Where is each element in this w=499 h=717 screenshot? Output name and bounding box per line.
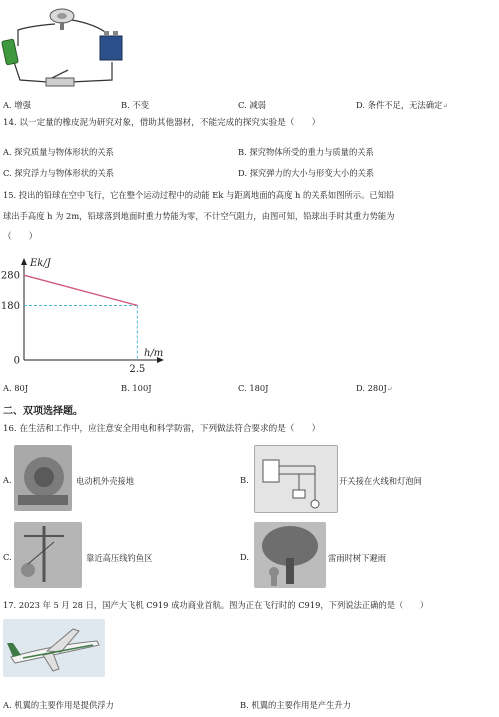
q16-option-b-letter: B. [240, 475, 249, 485]
q15-stem-line2: 球出手高度 h 为 2m，铅球落到地面时重力势能为零，不计空气阻力，由图可知，铅球出手时其重力势能为 [3, 211, 395, 221]
q16-option-d-text: 雷雨时树下避雨 [328, 553, 387, 563]
y-tick-label: 280 [0, 270, 20, 282]
q15-option-c: C. 180J [238, 383, 269, 393]
q17-option-a: A. 机翼的主要作用是提供浮力 [3, 700, 114, 710]
q17-option-b: B. 机翼的主要作用是产生升力 [240, 700, 351, 710]
tree-rain-photo [254, 522, 326, 588]
q14-stem: 14. 以一定量的橡皮泥为研究对象，借助其他器材，不能完成的探究实验是（ ） [3, 118, 321, 128]
x-tick-label: 2.5 [129, 364, 146, 374]
section-title: 二、双项选择题。 [3, 406, 83, 417]
q15-option-b: B. 100J [121, 383, 152, 393]
q13-option-b: B. 不变 [121, 100, 149, 110]
q15-option-a: A. 80J [3, 383, 29, 393]
q13-option-a: A. 增强 [3, 100, 31, 110]
q16-option-b-text: 开关接在火线和灯泡间 [339, 476, 422, 486]
q16-option-a-text: 电动机外壳接地 [76, 476, 135, 486]
energy-height-chart [0, 252, 175, 374]
y-tick-label: 0 [13, 355, 20, 367]
series-line [24, 275, 137, 305]
q14-option-b: B. 探究物体所受的重力与质量的关系 [238, 147, 374, 157]
power-line-fishing-photo [14, 522, 82, 588]
q15-stem-line1: 15. 投出的铅球在空中飞行，它在整个运动过程中的动能 Ek 与距离地面的高度 h 的关系如图所示。已知铅 [3, 190, 395, 200]
q16-option-c-text: 靠近高压线钓鱼区 [86, 553, 153, 563]
x-axis-label: h/m [144, 348, 164, 359]
motor-photo [14, 445, 72, 511]
c919-plane-photo [3, 619, 105, 677]
q14-option-a: A. 探究质量与物体形状的关系 [3, 147, 114, 157]
y-axis-label: Ek/J [30, 258, 51, 269]
q15-option-d: D. 280J↵ [356, 383, 393, 393]
q16-option-c-letter: C. [3, 552, 12, 562]
q14-option-c: C. 探究浮力与物体形状的关系 [3, 168, 114, 178]
q13-option-c: C. 减弱 [238, 100, 266, 110]
y-tick-label: 180 [0, 300, 20, 312]
switch-wiring-photo [254, 445, 338, 513]
q17-stem: 17. 2023 年 5 月 28 日，国产大飞机 C919 成功商业首航。图为正在飞行时的 C919，下列说法正确的是（ ） [3, 600, 429, 610]
q13-option-d: D. 条件不足，无法确定↵ [356, 100, 449, 110]
q16-option-a-letter: A. [3, 475, 12, 485]
q16-stem: 16. 在生活和工作中，应注意安全用电和科学防雷，下列做法符合要求的是（ ） [3, 424, 321, 434]
q15-stem-line3: （ ） [3, 232, 38, 242]
y-axis-arrow [21, 258, 27, 265]
q16-option-d-letter: D. [240, 552, 249, 562]
q14-option-d: D. 探究弹力的大小与形变大小的关系 [238, 168, 375, 178]
circuit-figure [0, 0, 140, 92]
